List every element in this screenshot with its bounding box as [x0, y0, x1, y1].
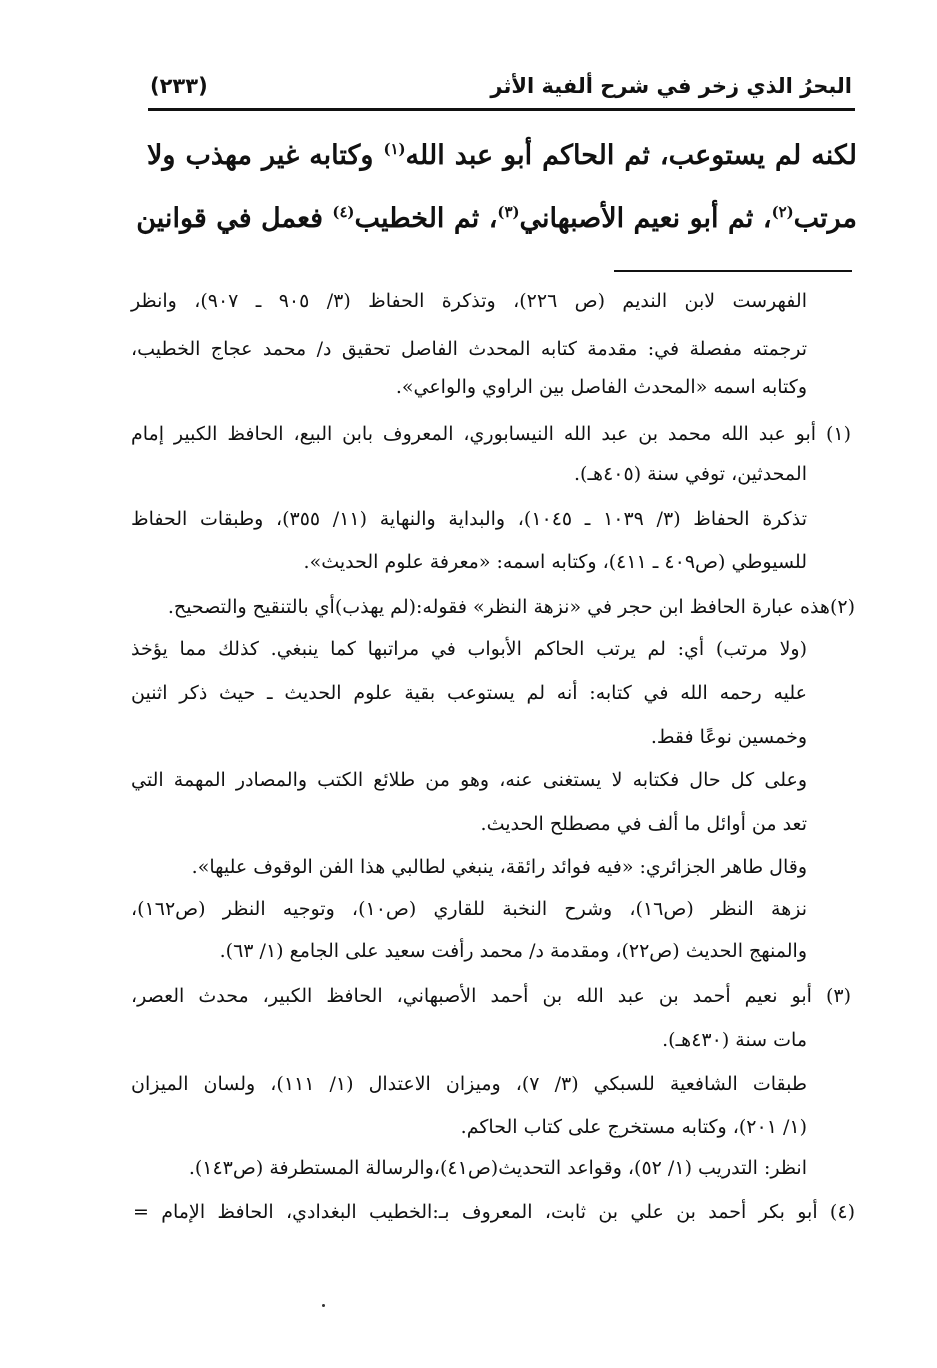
footnote-2-line: وعلى كل حال فكتابه لا يستغنى عنه، وهو من طلائع الكتب والمصادر المهمة التي [131, 769, 807, 791]
footnote-marker-4: (٤) [332, 203, 355, 221]
page-number: (٢٣٣) [150, 74, 208, 98]
footnote-2-line: وخمسين نوعًا فقط. [650, 726, 807, 748]
footnote-line: ترجمته مفصلة في: مقدمة كتابه المحدث الفاصل تحقيق د/ محمد عجاج الخطيب، [131, 338, 807, 360]
footnote-1-line: (١) أبو عبد الله محمد بن عبد الله النيسابوري، المعروف بابن البيع، الحافظ الكبير إمام [131, 423, 851, 445]
footnote-3-line: مات سنة (٤٣٠هـ). [662, 1029, 807, 1051]
running-header [150, 70, 852, 106]
footnote-3-line: طبقات الشافعية للسبكي (٣/ ٧)، وميزان الاعتدال (١/ ١١١)، ولسان الميزان [131, 1073, 807, 1095]
footnote-line: وكتابه اسمه «المحدث الفاصل بين الراوي والواعي». [395, 376, 807, 398]
main-text-line-1 [147, 140, 857, 171]
main-text-segment: وكتابه غير مهذب ولا [147, 140, 384, 171]
footnote-marker-1: (١) [383, 140, 406, 158]
footnote-2-line: نزهة النظر (ص١٦)، وشرح النخبة للقاري (ص١٠)، وتوجيه النظر (ص١٦٢)، [131, 898, 807, 920]
main-text-segment: ، ثم أبو نعيم الأصبهاني [519, 203, 772, 234]
footnote-2-line: والمنهج الحديث (ص٢٢)، ومقدمة د/ محمد رأفت سعيد على الجامع (١/ ٦٣). [219, 940, 807, 962]
footnote-2-line: تعد من أوائل ما ألف في مصطلح الحديث. [480, 813, 807, 835]
footnote-marker-2: (٢) [771, 203, 794, 221]
footnote-2-line: عليه رحمه الله في كتابه: أنه لم يستوعب بقية علوم الحديث ـ حيث ذكر اثنين [131, 682, 807, 704]
main-text-segment: لكنه لم يستوعب، ثم الحاكم أبو عبد الله [405, 140, 857, 171]
main-text-segment: فعمل في قوانين [136, 203, 333, 234]
footnote-3-line: انظر: التدريب (١/ ٥٢)، وقواعد التحديث(ص٤١)،والرسالة المستطرفة (ص١٤٣). [188, 1157, 807, 1179]
footnote-3-line: (١/ ٢٠١)، وكتابه مستخرج على كتاب الحاكم. [460, 1116, 807, 1138]
header-divider [148, 108, 855, 111]
main-text-line-2 [136, 203, 857, 234]
footnote-2-line: وقال طاهر الجزائري: «فيه فوائد رائقة، ينبغي لطالبي هذا الفن الوقوف عليها». [191, 856, 807, 878]
footnote-separator [614, 270, 852, 272]
footnote-3-line: (٣) أبو نعيم أحمد بن عبد الله بن أحمد الأصبهاني، الحافظ الكبير، محدث العصر، [131, 985, 851, 1007]
footnote-4-line: (٤) أبو بكر أحمد بن علي بن ثابت، المعروف بـ:الخطيب البغدادي، الحافظ الإمام = [133, 1201, 855, 1223]
footnote-1-line: المحدثين، توفي سنة (٤٠٥هـ). [574, 463, 807, 485]
page-speck [322, 1304, 325, 1307]
footnote-marker-3: (٣) [497, 203, 520, 221]
book-title: البحرُ الذي زخر في شرح ألفية الأثر [490, 74, 852, 98]
footnote-1-line: للسيوطي (ص٤٠٩ ـ ٤١١)، وكتابه اسمه: «معرفة علوم الحديث». [303, 551, 807, 573]
footnote-2-line: (ولا مرتب) أي: لم يرتب الحاكم الأبواب في مراتبها كما ينبغي. كذلك مما يؤخذ [131, 638, 807, 660]
footnote-2-line: (٢)هذه عبارة الحافظ ابن حجر في «نزهة النظر» فقوله:(لم يهذب)أي بالتنقيح والتصحيح. [167, 596, 855, 618]
footnote-1-line: تذكرة الحفاظ (٣/ ١٠٣٩ ـ ١٠٤٥)، والبداية والنهاية (١١/ ٣٥٥)، وطبقات الحفاظ [131, 508, 807, 530]
main-text-segment: مرتب [793, 203, 857, 234]
footnote-line: الفهرست لابن النديم (ص ٢٢٦)، وتذكرة الحفاظ (٣/ ٩٠٥ ـ ٩٠٧)، وانظر [131, 290, 807, 312]
main-text-segment: ، ثم الخطيب [354, 203, 498, 234]
